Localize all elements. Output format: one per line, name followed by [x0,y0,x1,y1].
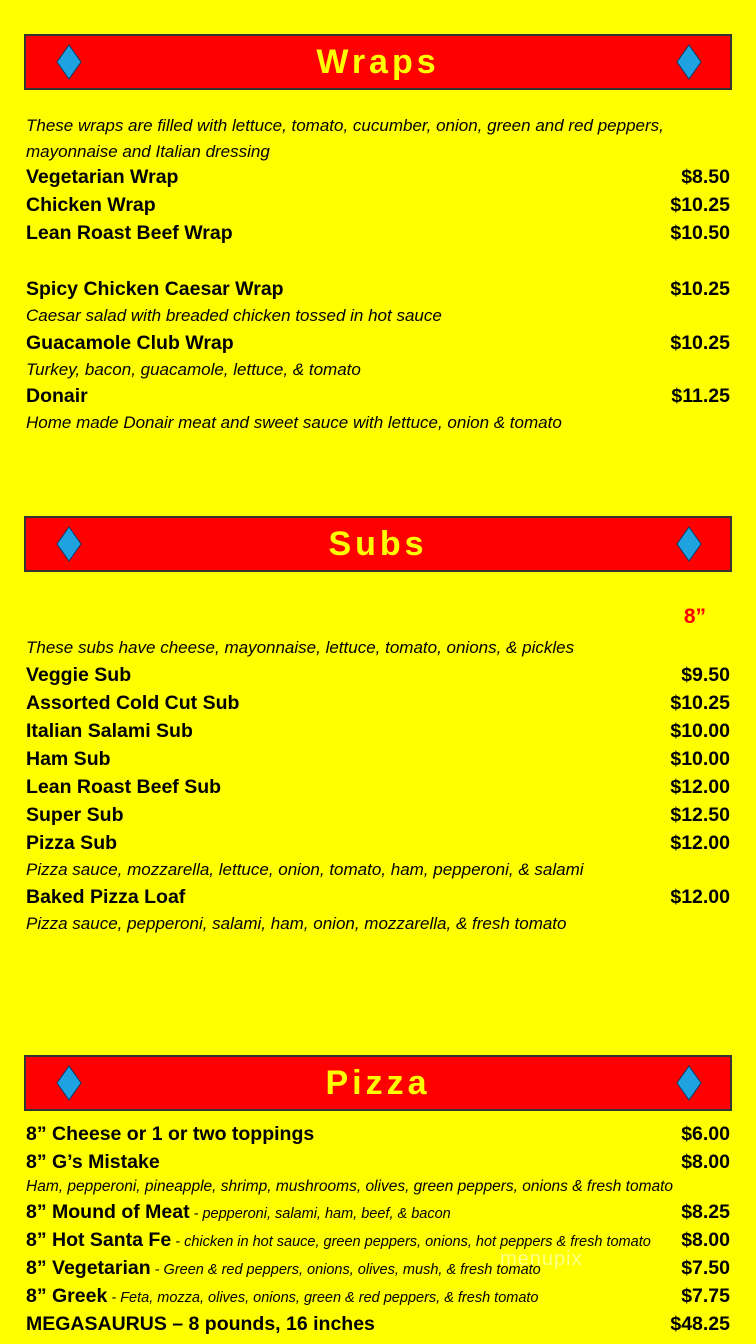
item-name: Donair [26,385,88,407]
item-price: $10.00 [670,720,730,742]
item-name: Chicken Wrap [26,194,156,216]
item-name: MEGASAURUS – 8 pounds, 16 inches [26,1313,375,1335]
item-price: $12.00 [670,832,730,854]
item-description: Home made Donair meat and sweet sauce with lettuce, onion & tomato [26,413,562,432]
menu-item [26,385,730,408]
diamond-icon [676,44,702,80]
item-name-wrap [26,1257,541,1280]
subs-intro: These subs have cheese, mayonnaise, lettuce, tomato, onions, & pickles [26,638,575,657]
size-label: 8” [683,605,706,628]
item-name: Lean Roast Beef Wrap [26,222,233,244]
item-name-wrap [26,1201,451,1224]
item-price: $9.50 [681,664,730,686]
item-name: 8” Greek [26,1285,108,1307]
item-name-wrap [26,1285,539,1308]
item-note: - chicken in hot sauce, green peppers, onions, hot peppers & fresh tomato [171,1234,651,1250]
pizza-title: Pizza [325,1063,431,1102]
item-price: $8.50 [681,166,730,188]
item-price: $10.25 [670,278,730,300]
item-price: $6.00 [681,1123,730,1145]
item-price: $8.00 [681,1229,730,1251]
menu-item [26,1151,730,1174]
item-price: $8.25 [681,1201,730,1223]
item-price: $10.25 [670,692,730,714]
item-price: $8.00 [681,1151,730,1173]
wraps-title: Wraps [316,42,440,81]
item-price: $7.75 [681,1285,730,1307]
menu-item [26,776,730,799]
item-name: Spicy Chicken Caesar Wrap [26,278,284,300]
menu-item [26,886,730,909]
wraps-intro-line2: mayonnaise and Italian dressing [26,142,270,161]
item-note: - pepperoni, salami, ham, beef, & bacon [189,1206,451,1222]
item-price: $48.25 [670,1313,730,1335]
diamond-icon [676,526,702,562]
item-description: Caesar salad with breaded chicken tossed in hot sauce [26,306,442,325]
menu-item [26,222,730,245]
item-name: Lean Roast Beef Sub [26,776,222,798]
item-name: 8” G’s Mistake [26,1151,160,1173]
menu-item [26,748,730,771]
item-description: Pizza sauce, mozzarella, lettuce, onion, tomato, ham, pepperoni, & salami [26,860,584,879]
item-description: Turkey, bacon, guacamole, lettuce, & tomato [26,360,361,379]
subs-title: Subs [328,524,428,563]
menu-item [26,692,730,715]
item-price: $12.00 [670,886,730,908]
menu-item [26,166,730,189]
item-name: 8” Cheese or 1 or two toppings [26,1123,315,1145]
item-price: $12.50 [670,804,730,826]
item-name: 8” Mound of Meat [26,1201,190,1223]
item-name: Baked Pizza Loaf [26,886,186,908]
item-name: Vegetarian Wrap [26,166,179,188]
item-price: $10.25 [670,332,730,354]
menu-item [26,1229,730,1252]
menu-item [26,278,730,301]
menu-item [26,804,730,827]
subs-banner [24,516,732,572]
wraps-intro-line1: These wraps are filled with lettuce, tomato, cucumber, onion, green and red peppers, [26,116,664,135]
item-name: Italian Salami Sub [26,720,193,742]
menu-item [26,720,730,743]
menu-item [26,1257,730,1280]
item-note: - Feta, mozza, olives, onions, green & red peppers, & fresh tomato [107,1290,539,1306]
item-price: $10.00 [670,748,730,770]
menu-item [26,1285,730,1308]
item-price: $7.50 [681,1257,730,1279]
item-name: Pizza Sub [26,832,118,854]
item-name: Super Sub [26,804,124,826]
menu-item [26,1313,730,1336]
diamond-icon [676,1065,702,1101]
item-name: Ham Sub [26,748,111,770]
watermark: menupix [500,1248,583,1270]
item-name: 8” Vegetarian [26,1257,151,1279]
menu-item [26,1201,730,1224]
item-name: Guacamole Club Wrap [26,332,234,354]
menu-item [26,1123,730,1146]
menu-item [26,832,730,855]
wraps-banner [24,34,732,90]
item-name: 8” Hot Santa Fe [26,1229,172,1251]
menu-item [26,664,730,687]
item-price: $12.00 [670,776,730,798]
item-price: $11.25 [671,385,730,407]
menu-item [26,194,730,217]
item-name: Veggie Sub [26,664,132,686]
item-description: Pizza sauce, pepperoni, salami, ham, onion, mozzarella, & fresh tomato [26,914,567,933]
item-price: $10.25 [670,194,730,216]
menu-item [26,332,730,355]
item-price: $10.50 [670,222,730,244]
pizza-banner [24,1055,732,1111]
item-note: - Green & red peppers, onions, olives, mush, & fresh tomato [150,1262,541,1278]
item-name: Assorted Cold Cut Sub [26,692,240,714]
item-description: Ham, pepperoni, pineapple, shrimp, mushrooms, olives, green peppers, onions & fresh tomato [26,1178,674,1195]
